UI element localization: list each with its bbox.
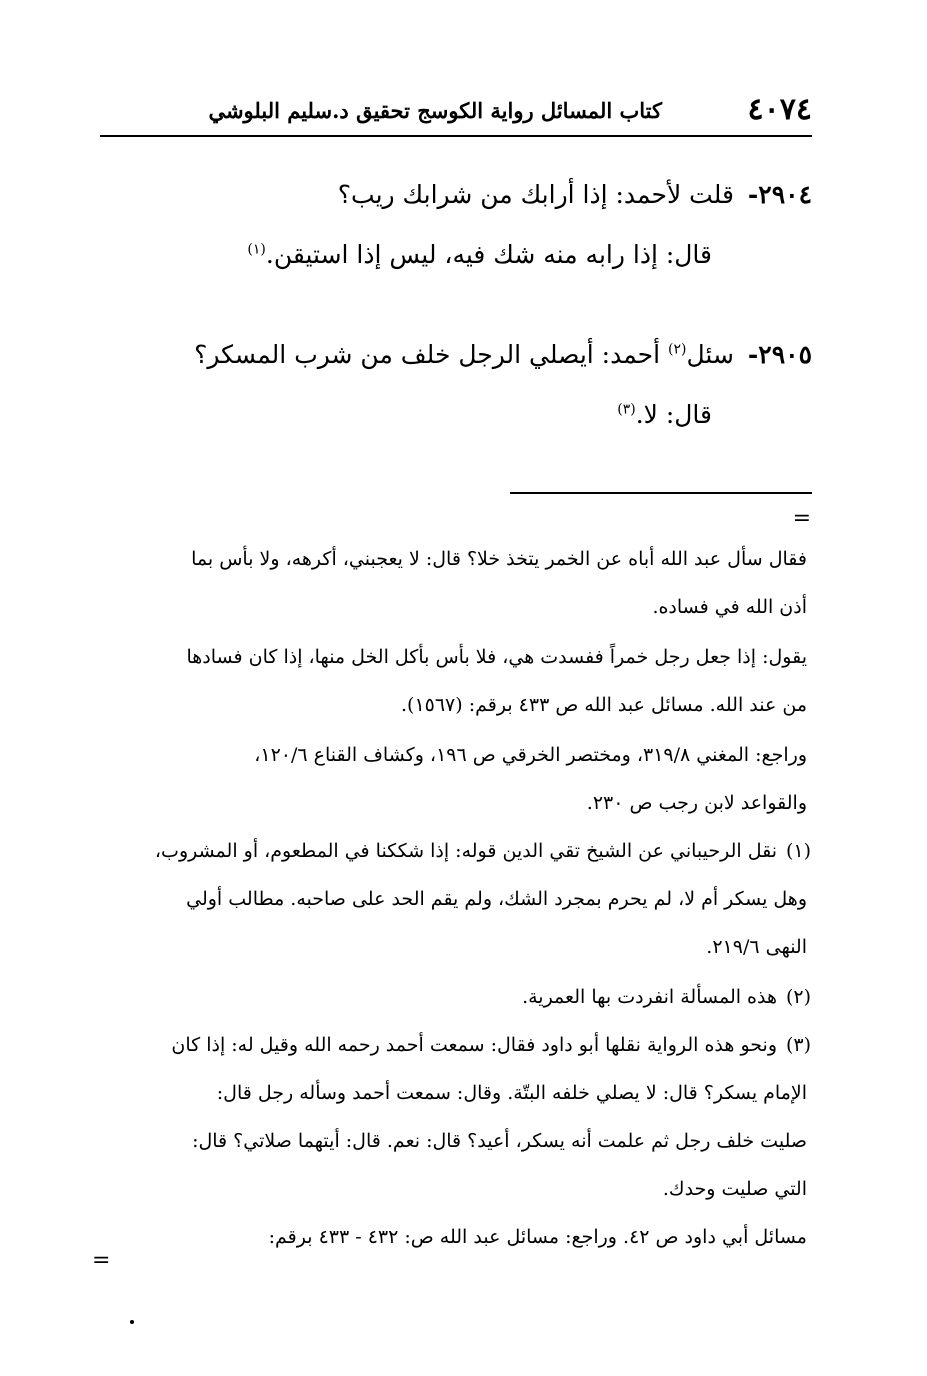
question-text: قلت لأحمد: إذا أرابك من شرابك ريب؟ — [337, 180, 734, 209]
footnote-3-line: صليت خلف رجل ثم علمت أنه يسكر، أعيد؟ قال: نعم. قال: أيتهما صلاتي؟ قال: — [192, 1130, 807, 1152]
footnote-3-line: الإمام يسكر؟ قال: لا يصلي خلفه البتّة. وقال: سمعت أحمد وسأله رجل قال: — [216, 1082, 807, 1104]
page-number: ٤٠٧٤ — [747, 92, 812, 127]
page-speck — [130, 1320, 134, 1324]
entry-2905-question — [194, 340, 812, 369]
footnote-continued-line: أذن الله في فساده. — [652, 596, 807, 618]
entry-2904-answer — [247, 240, 712, 269]
question-text-post: أحمد: أيصلي الرجل خلف من شرب المسكر؟ — [194, 340, 661, 369]
entry-number: ٢٩٠٥- — [747, 340, 812, 369]
footnote-1-line: وهل يسكر أم لا، لم يحرم بمجرد الشك، ولم يقم الحد على صاحبه. مطالب أولي — [186, 888, 807, 910]
footnote-continued-line: فقال سأل عبد الله أباه عن الخمر يتخذ خلا؟ قال: لا يعجبني، أكرهه، ولا بأس بما — [191, 548, 807, 570]
footnote-1-line: نقل الرحيباني عن الشيخ تقي الدين قوله: إذا شككنا في المطعوم، أو المشروب، — [154, 840, 777, 862]
footnote-ref: (٢) — [668, 341, 687, 358]
answer-text: قال: لا. — [635, 400, 712, 429]
footnote-3-line: ونحو هذه الرواية نقلها أبو داود فقال: سمعت أحمد رحمه الله وقيل له: إذا كان — [171, 1034, 777, 1056]
footnote-3-marker: (٣) — [785, 1034, 811, 1056]
footnote-ref: (١) — [247, 241, 266, 258]
entry-number: ٢٩٠٤- — [747, 180, 812, 209]
continuation-mark-top: = — [792, 506, 811, 531]
answer-text: قال: إذا رابه منه شك فيه، ليس إذا استيقن. — [265, 240, 712, 269]
question-text-pre: سئل — [686, 340, 734, 369]
entry-2904-question — [338, 180, 812, 209]
footnote-1-marker: (١) — [785, 840, 811, 862]
entry-2905-answer — [617, 400, 712, 429]
running-title: كتاب المسائل رواية الكوسج تحقيق د.سليم البلوشي — [208, 98, 662, 123]
header-rule — [100, 135, 812, 137]
footnote-2-marker: (٢) — [785, 986, 811, 1008]
footnote-continued-line: وراجع: المغني ٣١٩/٨، ومختصر الخرقي ص ١٩٦، وكشاف القناع ١٢٠/٦، — [254, 744, 807, 766]
footnote-2-line: هذه المسألة انفردت بها العمرية. — [522, 986, 777, 1008]
footnote-continued-line: من عند الله. مسائل عبد الله ص ٤٣٣ برقم: (١٥٦٧). — [400, 694, 807, 716]
page-header — [100, 92, 812, 132]
continuation-mark-bottom: = — [92, 1248, 111, 1273]
footnote-3-line: التي صليت وحدك. — [662, 1178, 807, 1200]
footnote-continued-line: والقواعد لابن رجب ص ٢٣٠. — [586, 792, 807, 814]
footnote-ref: (٣) — [617, 401, 636, 418]
footnote-1-line: النهى ٢١٩/٦. — [706, 936, 807, 958]
footnote-separator — [510, 492, 812, 494]
footnote-continued-line: يقول: إذا جعل رجل خمراً ففسدت هي، فلا بأس بأكل الخل منها، إذا كان فسادها — [186, 646, 807, 668]
footnote-3-line: مسائل أبي داود ص ٤٢. وراجع: مسائل عبد الله ص: ٤٣٢ - ٤٣٣ برقم: — [268, 1226, 807, 1248]
